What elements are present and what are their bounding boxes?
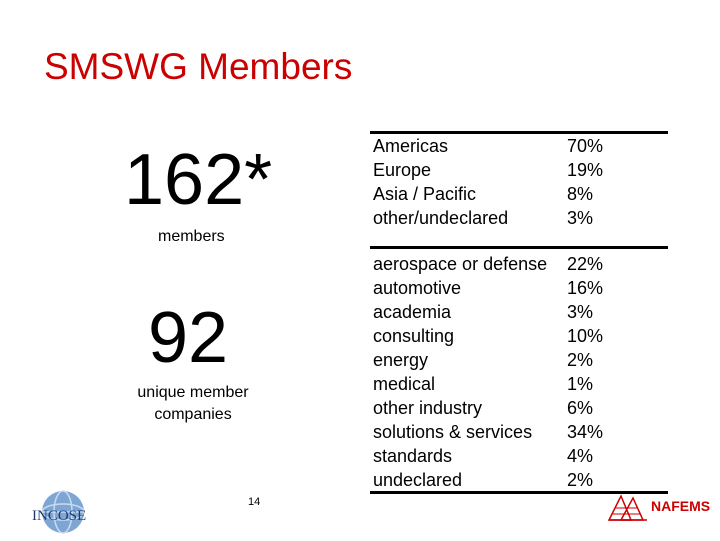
incose-wordmark: INCOSE xyxy=(32,508,87,524)
sector-top-rule xyxy=(370,246,668,249)
sector-label: medical xyxy=(373,374,436,394)
member-count-label: members xyxy=(158,228,225,245)
nafems-mesh-icon xyxy=(607,492,651,522)
sector-label: consulting xyxy=(373,326,455,346)
region-value: 3% xyxy=(567,208,594,228)
sector-label: standards xyxy=(373,446,453,466)
region-value: 19% xyxy=(567,160,604,180)
sector-value: 16% xyxy=(567,278,604,298)
sector-value: 4% xyxy=(567,446,594,466)
company-count-label: unique member companies xyxy=(137,384,249,423)
region-label: Europe xyxy=(373,160,432,180)
sector-label: automotive xyxy=(373,278,462,298)
company-count: 92 xyxy=(148,298,229,378)
slide-title: SMSWG Members xyxy=(44,46,353,87)
sector-label: undeclared xyxy=(373,470,463,490)
sector-value: 6% xyxy=(567,398,594,418)
sector-label: aerospace or defense xyxy=(373,254,548,274)
sector-value: 2% xyxy=(567,470,594,490)
incose-logo xyxy=(28,490,98,536)
sector-value: 3% xyxy=(567,302,594,322)
nafems-logo xyxy=(607,492,712,522)
region-label: other/undeclared xyxy=(373,208,509,228)
sector-value: 34% xyxy=(567,422,604,442)
sector-value: 1% xyxy=(567,374,594,394)
member-count: 162* xyxy=(124,140,273,220)
region-label: Americas xyxy=(373,136,449,156)
sector-value: 10% xyxy=(567,326,604,346)
sector-label: other industry xyxy=(373,398,483,418)
sector-label: energy xyxy=(373,350,429,370)
region-label: Asia / Pacific xyxy=(373,184,477,204)
region-value: 70% xyxy=(567,136,604,156)
sector-label: academia xyxy=(373,302,452,322)
sector-value: 22% xyxy=(567,254,604,274)
page-number: 14 xyxy=(248,496,261,508)
region-value: 8% xyxy=(567,184,594,204)
nafems-wordmark: NAFEMS xyxy=(651,498,711,514)
sector-label: solutions & services xyxy=(373,422,533,442)
sector-value: 2% xyxy=(567,350,594,370)
